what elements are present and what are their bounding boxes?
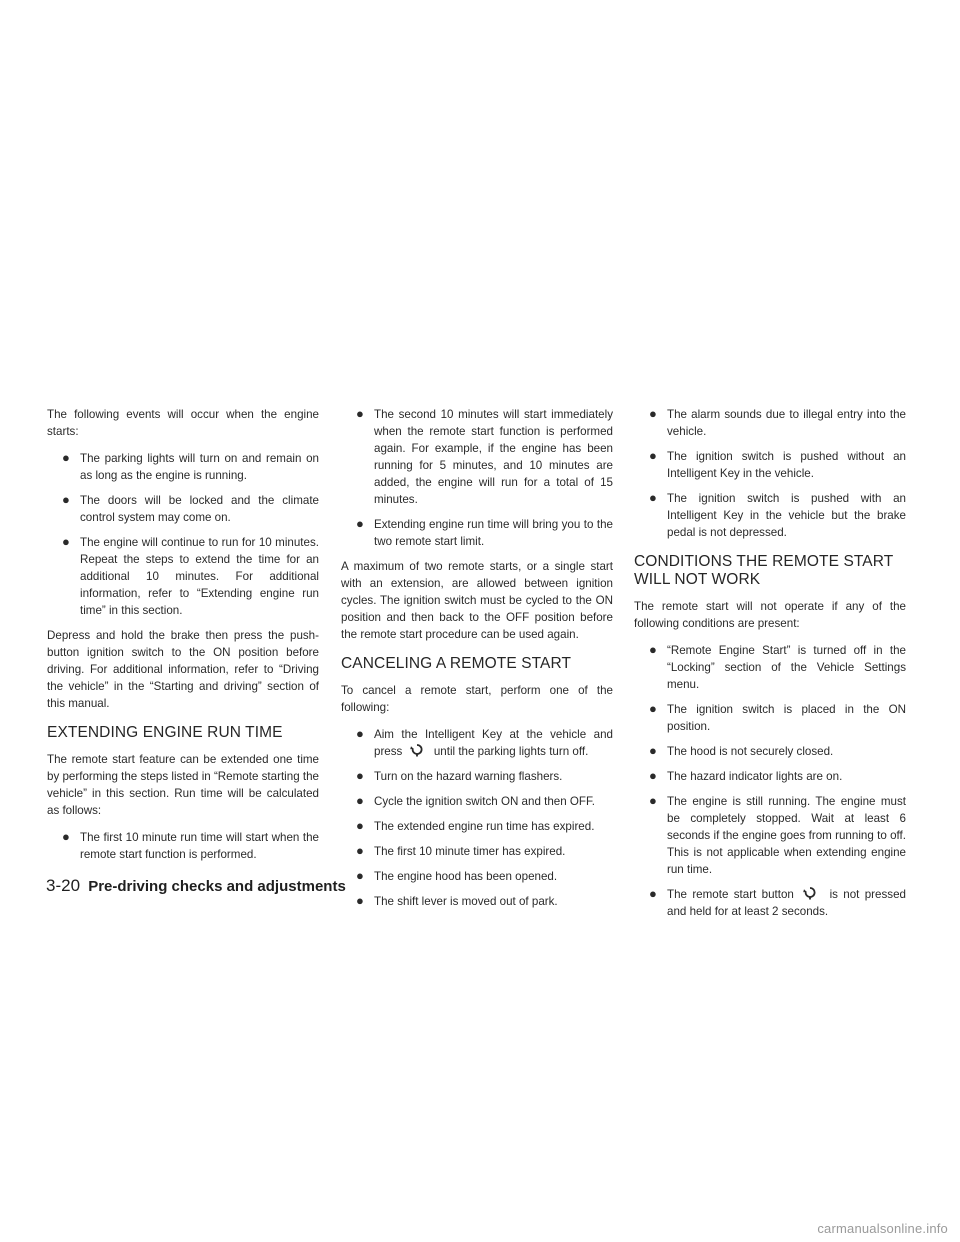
- list-item: ● Cycle the ignition switch ON and then OFF.: [356, 793, 596, 808]
- list-item: ● The ignition switch is pushed without an Intelligent Key in the vehicle.: [649, 448, 906, 480]
- list-item: ● The engine is still running. The engine must be completely stopped. Wait at least 6 seconds if the engine goes from running to off. This is not applicable when extending engine run time.: [649, 793, 906, 876]
- list-item: ● The alarm sounds due to illegal entry into the vehicle.: [649, 406, 906, 438]
- list-item: ● Turn on the hazard warning flashers.: [356, 768, 563, 783]
- cancel-conditions-list-continued: [634, 406, 906, 541]
- list-item: ● The ignition switch is pushed with an Intelligent Key in the vehicle but the brake pedal is not depressed.: [649, 490, 906, 539]
- bullet-icon: ●: [649, 768, 657, 783]
- bullet-icon: ●: [649, 886, 657, 901]
- list-item: ● The engine will continue to run for 10 minutes. Repeat the steps to extend the time for an additional 10 minutes. For additional information, refer to “Extending engine run time” in this section.: [62, 534, 319, 617]
- page-footer: [46, 876, 346, 896]
- list-item: ● The first 10 minute run time will start when the remote start function is performed.: [62, 829, 319, 861]
- column-1: [47, 406, 319, 871]
- extending-list: [47, 829, 319, 863]
- remote-start-icon: [800, 886, 820, 900]
- bullet-icon: ●: [62, 492, 70, 507]
- list-item: ● The ignition switch is placed in the ON position.: [649, 701, 906, 733]
- cancel-conditions-list: [341, 726, 613, 910]
- section-title: Pre-driving checks and adjustments: [88, 878, 346, 895]
- list-item: ● The hood is not securely closed.: [649, 743, 834, 758]
- list-item: ● The extended engine run time has expired.: [356, 818, 595, 833]
- bullet-icon: ●: [649, 642, 657, 657]
- list-item: ● The second 10 minutes will start immediately when the remote start function is performed again. For example, if the engine has been running for 5 minutes, and 10 minutes are added, the engine will run for a total of 15 minutes.: [356, 406, 613, 506]
- depress-brake-paragraph: Depress and hold the brake then press the push-button ignition switch to the ON position before driving. For additional information, refer to “Driving the vehicle” in the “Starting and driving” section of this manual.: [47, 629, 319, 710]
- intro-paragraph: The following events will occur when the engine starts:: [47, 408, 319, 438]
- list-item: ● The shift lever is moved out of park.: [356, 893, 558, 908]
- extending-heading: EXTENDING ENGINE RUN TIME: [47, 724, 283, 741]
- bullet-icon: ●: [62, 534, 70, 549]
- list-item: ● The parking lights will turn on and remain on as long as the engine is running.: [62, 450, 319, 482]
- canceling-heading: CANCELING A REMOTE START: [341, 655, 572, 672]
- bullet-icon: ●: [356, 793, 364, 808]
- bullet-icon: ●: [62, 829, 70, 844]
- remote-start-icon: [407, 743, 427, 757]
- not-work-conditions-list: [634, 642, 906, 920]
- bullet-icon: ●: [649, 448, 657, 463]
- engine-start-events-list: [47, 450, 319, 619]
- bullet-icon: ●: [649, 406, 657, 421]
- canceling-paragraph: To cancel a remote start, perform one of the following:: [341, 684, 613, 714]
- extending-paragraph: The remote start feature can be extended one time by performing the steps listed in “Remote starting the vehicle” in this section. Run time will be calculated as follows:: [47, 753, 319, 817]
- bullet-icon: ●: [649, 701, 657, 716]
- list-item: ● Aim the Intelligent Key at the vehicle and press until the parking lights turn off.: [356, 726, 613, 758]
- watermark: carmanualsonline.info: [817, 1221, 948, 1236]
- list-item: ● The first 10 minute timer has expired.: [356, 843, 566, 858]
- conditions-heading: CONDITIONS THE REMOTE START WILL NOT WORK: [634, 553, 894, 588]
- column-2: [341, 406, 613, 918]
- bullet-icon: ●: [356, 768, 364, 783]
- bullet-icon: ●: [649, 490, 657, 505]
- bullet-icon: ●: [356, 516, 364, 531]
- bullet-icon: ●: [356, 893, 364, 908]
- bullet-icon: ●: [649, 793, 657, 808]
- bullet-icon: ●: [356, 843, 364, 858]
- column-3: [634, 406, 906, 928]
- list-item: ● The engine hood has been opened.: [356, 868, 558, 883]
- list-item: ● The hazard indicator lights are on.: [649, 768, 843, 783]
- list-item: ● The remote start button is not pressed and held for at least 2 seconds.: [649, 886, 906, 918]
- bullet-icon: ●: [62, 450, 70, 465]
- list-item: ● The doors will be locked and the climate control system may come on.: [62, 492, 319, 524]
- list-item: ● Extending engine run time will bring you to the two remote start limit.: [356, 516, 613, 548]
- list-item: ● “Remote Engine Start” is turned off in the “Locking” section of the Vehicle Settings menu.: [649, 642, 906, 691]
- bullet-icon: ●: [356, 868, 364, 883]
- bullet-icon: ●: [649, 743, 657, 758]
- maximum-starts-paragraph: A maximum of two remote starts, or a single start with an extension, are allowed between ignition cycles. The ignition switch must be cycled to the ON position and then back to the OFF position before the remote start procedure can be used again.: [341, 560, 613, 641]
- extending-list-continued: [341, 406, 613, 550]
- bullet-icon: ●: [356, 406, 364, 421]
- conditions-paragraph: The remote start will not operate if any of the following conditions are present:: [634, 600, 906, 630]
- bullet-icon: ●: [356, 818, 364, 833]
- page-number: 3-20: [46, 876, 81, 895]
- bullet-icon: ●: [356, 726, 364, 741]
